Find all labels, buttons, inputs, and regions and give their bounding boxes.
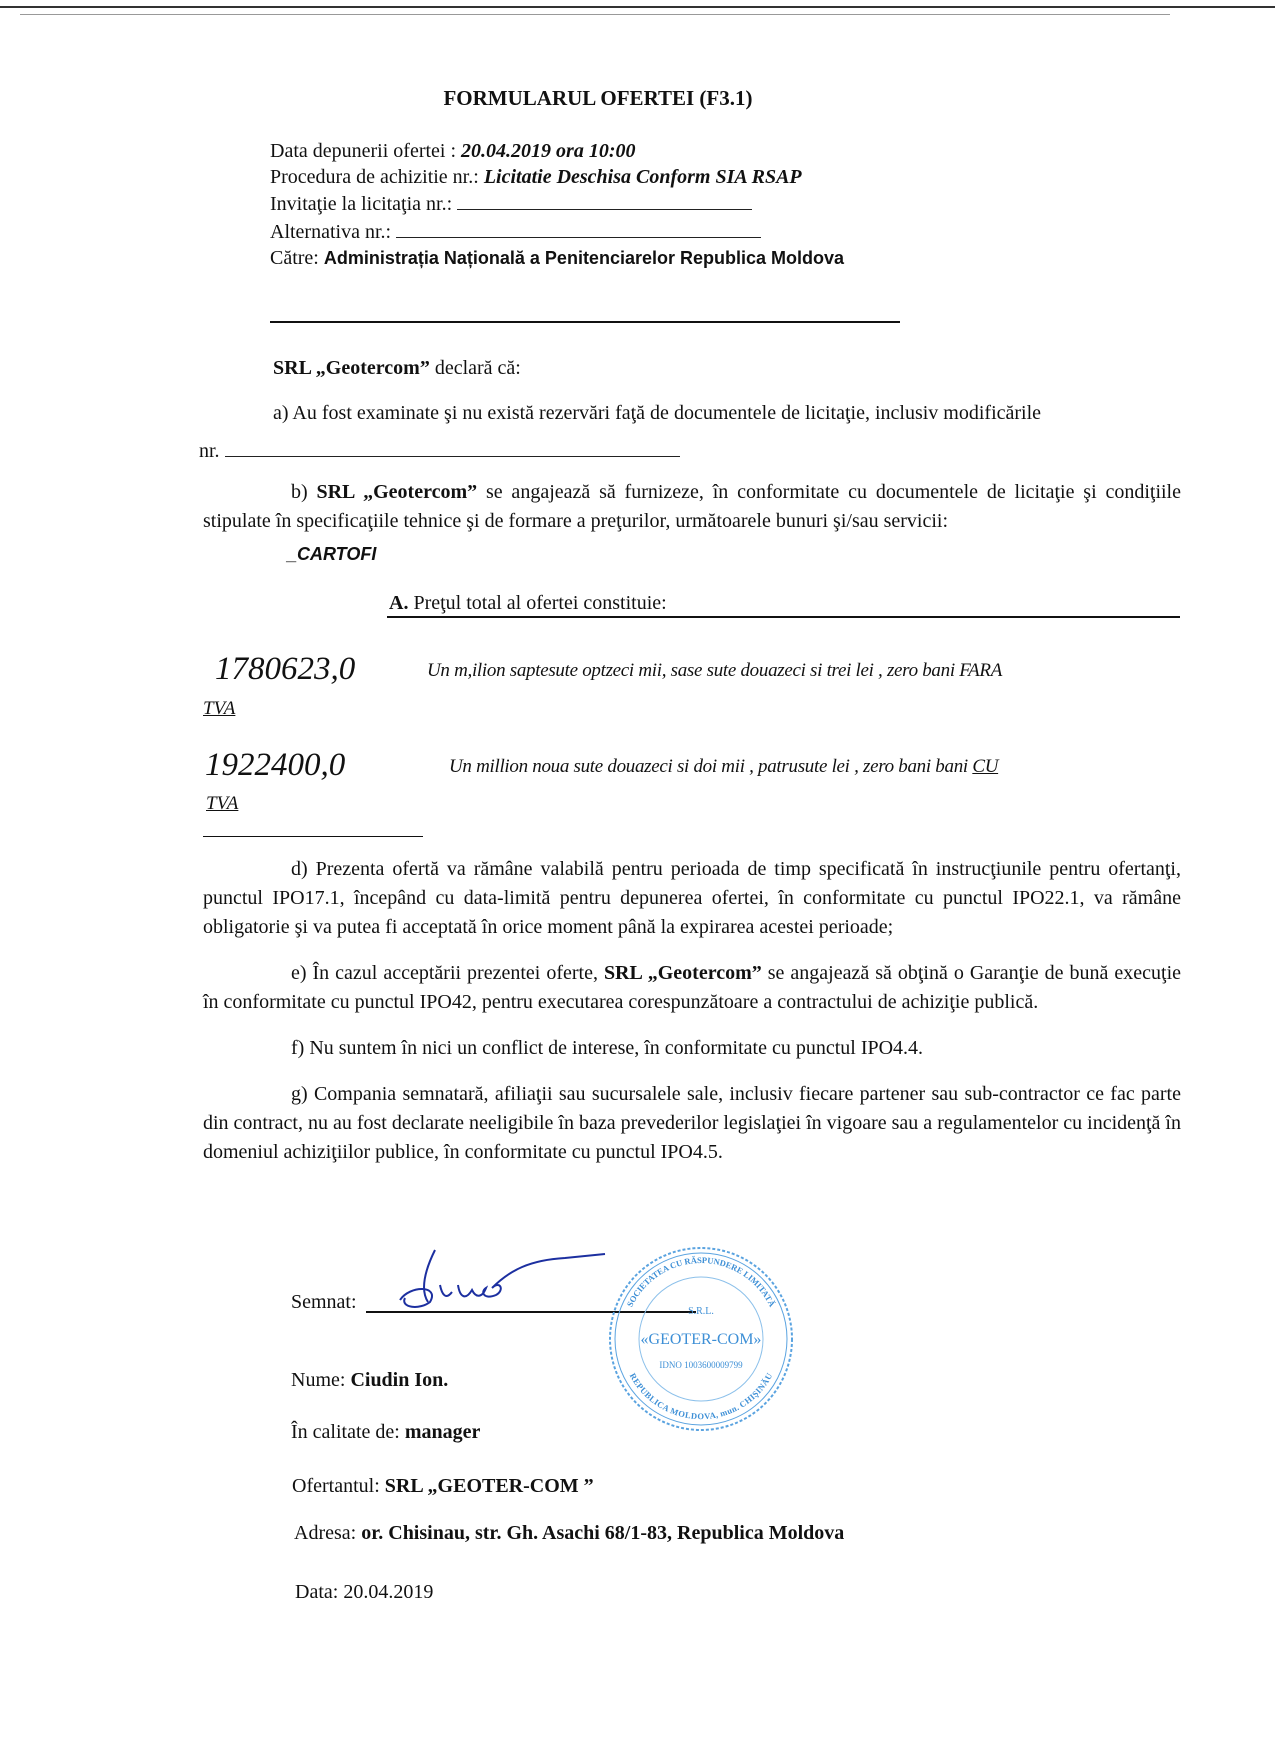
- prefix: b): [291, 481, 317, 503]
- sign-date: [295, 1581, 433, 1604]
- divider: [387, 616, 1180, 618]
- alternative: [270, 221, 761, 244]
- clause-d: d) Prezenta ofertă va rămâne valabilă pentru perioada de timp specificată în instrucţiunile pentru ofertanţi, punctul IPO17.1, începând cu data-limită pentru depunerea ofertei, în conformitate cu punctul IPO22.1, va rămâne obligatorie şi va putea fi acceptată în orice moment până la expirarea acestei perioade;: [203, 858, 1181, 938]
- blank-line: [396, 221, 761, 238]
- text: e) În cazul acceptării prezentei oferte,: [291, 962, 604, 984]
- label: Adresa:: [294, 1522, 362, 1544]
- scan-edge-line: [20, 14, 1170, 15]
- goods: _CARTOFI: [287, 544, 377, 564]
- blank-line: [225, 440, 680, 457]
- value: SRL „GEOTER-COM ”: [384, 1475, 594, 1497]
- text: se angajează să obţină o Garanţie de bună execuţie în conformitate cu punctul IPO42, pentru executarea corespunzătoare a contractului de achiziţie publică.: [203, 962, 1182, 1013]
- stamp-top-text: SOCIETATEA CU RĂSPUNDERE LIMITATĂ: [624, 1254, 778, 1309]
- signed-label: Semnat:: [291, 1291, 357, 1313]
- company: SRL „Geotercom”: [273, 357, 430, 379]
- declaration-intro: [273, 357, 521, 380]
- label: Procedura de achizitie nr.:: [270, 166, 484, 188]
- letter: A.: [389, 592, 409, 614]
- words: Un million noua sute douazeci si doi mii , patrusute lei , zero bani bani: [449, 756, 973, 777]
- label: Alternativa nr.:: [270, 221, 392, 243]
- blank-line: [457, 193, 752, 210]
- handwritten-signature: [380, 1240, 610, 1320]
- amount-with-vat: 1922400,0: [205, 747, 346, 783]
- recipient: [270, 247, 844, 270]
- divider: [203, 836, 423, 837]
- clause-b: [203, 478, 1181, 536]
- clause-f: f) Nu suntem în nici un conflict de interese, în conformitate cu punctul IPO4.4.: [291, 1037, 924, 1059]
- value: or. Chisinau, str. Gh. Asachi 68/1-83, Republica Moldova: [361, 1522, 845, 1544]
- invitation: [270, 193, 752, 216]
- company-stamp: [606, 1244, 796, 1434]
- value: manager: [404, 1421, 481, 1443]
- label: Ofertantul:: [292, 1475, 385, 1497]
- procedure: [270, 166, 802, 189]
- scan-edge-line: [0, 6, 1275, 8]
- signer-role: [291, 1421, 480, 1444]
- label: Data:: [295, 1581, 344, 1603]
- vat-label: TVA: [203, 698, 236, 719]
- price-heading: [389, 592, 667, 615]
- value: 20.04.2019 ora 10:00: [461, 140, 636, 162]
- clauses-block: [203, 855, 1181, 1167]
- stamp-bottom-text: REPUBLICA MOLDOVA, mun. CHIŞINĂU: [627, 1371, 775, 1422]
- label: nr.: [199, 440, 220, 462]
- label: Invitaţie la licitaţia nr.:: [270, 193, 453, 215]
- text: Preţul total al ofertei constituie:: [408, 592, 667, 614]
- label: Către:: [270, 247, 324, 269]
- label: Data depunerii ofertei :: [270, 140, 462, 162]
- label: Nume:: [291, 1369, 351, 1391]
- text: declară că:: [429, 357, 521, 379]
- stamp-name: «GEOTER-COM»: [640, 1331, 762, 1348]
- address: [294, 1522, 844, 1545]
- stamp-srl: S.R.L.: [688, 1306, 714, 1317]
- company: SRL „Geotercom”: [316, 481, 478, 503]
- clause-a-nr: [199, 440, 680, 463]
- vat-label: TVA: [206, 793, 239, 814]
- clause-g: g) Compania semnatară, afiliaţii sau sucursalele sale, inclusiv fiecare partener sau sub-contractor ce fac parte din contract, nu au fost declarate neeligibile în baza prevederilor legislaţiei în vigoare sau a regulamentelor cu incidenţă în domeniul achiziţiilor publice, în conformitate cu punctul IPO4.5.: [203, 1083, 1181, 1163]
- value: Ciudin Ion.: [350, 1369, 449, 1391]
- amount-without-vat: 1780623,0: [215, 651, 356, 687]
- divider: [270, 321, 900, 323]
- document-title: FORMULARUL OFERTEI (F3.1): [443, 86, 753, 110]
- company: SRL „Geotercom”: [603, 962, 762, 984]
- label: În calitate de:: [291, 1421, 405, 1443]
- clause-a: a) Au fost examinate şi nu există rezervări faţă de documentele de licitaţie, inclusiv modificările: [273, 402, 1042, 424]
- amount-words-with-vat: [449, 756, 998, 778]
- text: se angajează să furnizeze, în conformitate cu documentele de licitaţie şi condiţiile stipulate în specificaţiile tehnice şi de formare a preţurilor, următoarele bunuri şi/sau servicii:: [203, 481, 1181, 532]
- clause-b-block: [203, 478, 1181, 566]
- cu-label: CU: [972, 756, 999, 777]
- clause-e: [203, 959, 1181, 1017]
- value: Administrația Națională a Penitenciarelor Republica Moldova: [323, 248, 845, 268]
- stamp-idno: IDNO 1003600009799: [659, 1360, 743, 1370]
- submission-date: [270, 140, 635, 163]
- amount-words-without-vat: Un m,ilion saptesute optzeci mii, sase sute douazeci si trei lei , zero bani FARA: [427, 660, 1003, 681]
- signer-name: [291, 1369, 448, 1392]
- value: 20.04.2019: [343, 1581, 434, 1603]
- bidder: [292, 1475, 594, 1498]
- value: Licitatie Deschisa Conform SIA RSAP: [483, 166, 802, 188]
